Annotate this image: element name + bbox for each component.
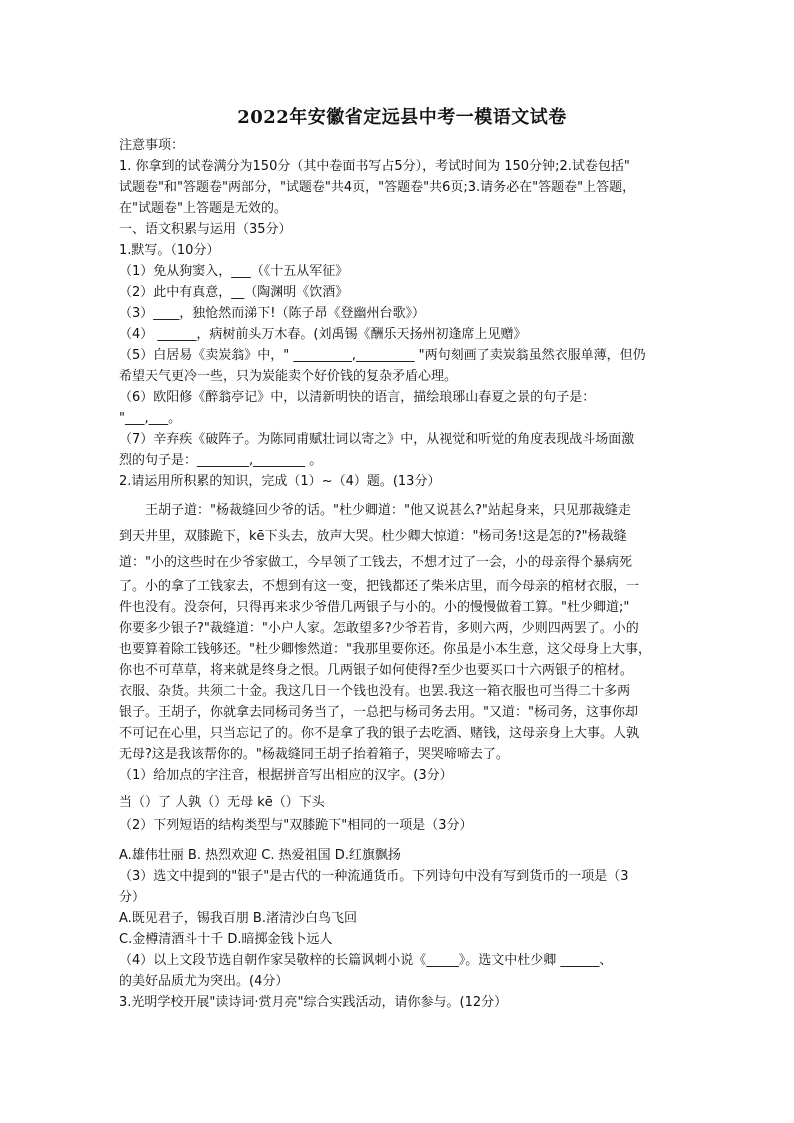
passage-line: （1）给加点的字注音，根据拼音写出相应的汉字。(3分）	[119, 768, 453, 783]
q1-item-5: （5）白居易《卖炭翁》中，" _________,_________ "两句刻画了卖炭翁虽然衣服单薄，但仍	[119, 348, 646, 363]
passage-line: 衣服、杂货。共须二十金。我这几日一个钱也没有。也罢.我这一箱衣服也可当得二十多两	[119, 684, 631, 699]
page-title: 2022年安徽省定远县中考一模语文试卷	[237, 107, 567, 128]
passage-line: 王胡子道："杨裁缝回少爷的话。"杜少卿道："他又说甚么?"站起身来，只见那裁缝走	[145, 503, 631, 518]
passage-line: 不可记在心里，只当忘记了的。你不是拿了我的银子去吃酒、赌钱，这母亲身上大事。人孰	[119, 726, 640, 741]
exam-page	[119, 103, 685, 1013]
notice-line-3: 在"试题卷"上答题是无效的。	[119, 201, 287, 216]
passage-line: 了。小的拿了工钱家去，不想到有这一变，把钱都还了柴米店里，而今母亲的棺材衣服，一	[119, 579, 640, 594]
q1-item-4: （4） ______，病树前头万木春。(刘禹锡《酬乐天扬州初逢席上见赠》	[119, 327, 527, 342]
q2-sub-3-options-ab: C.金樽清酒斗十千 D.暗掷金钱卜远人	[119, 932, 333, 947]
q1-item-7-cont: 烈的句子是：________,________ 。	[119, 453, 323, 468]
notice-heading: 注意事项：	[119, 138, 185, 153]
q2-sub-4-cont: 3.光明学校开展"读诗词·赏月亮"综合实践活动，请你参与。(12分）	[119, 995, 508, 1010]
q2-sub-2-options: （3）选文中提到的"银子"是古代的一种流通货币。下列诗句中没有写到货币的一项是（3	[119, 869, 629, 884]
q1-item-3: （3）____，独怆然而涕下!（陈子昂《登幽州台歌》）	[119, 306, 425, 321]
q1-item-2: （2）此中有真意，__（陶渊明《饮酒》	[119, 285, 349, 300]
question-1-heading: 1.默写。（10分）	[119, 243, 220, 258]
passage-line: 道："小的这些时在少爷家做工，今早领了工钱去，不想才过了一会，小的母亲得个暴病死	[119, 555, 632, 570]
q2-sub-3-options-cd: （4）以上文段节选自朝作家吴敬梓的长篇讽刺小说《_____》。选文中杜少卿 ______、	[119, 953, 613, 968]
q2-sub-4: 的美好品质尤为突出。(4分）	[119, 974, 289, 989]
passage-line: 到天井里，双膝跪下，kē下头去，放声大哭。杜少卿大惊道："杨司务!这是怎的?"杨裁缝	[119, 529, 627, 544]
passage-line: 件也没有。没奈何，只得再来求少爷借几两银子与小的。小的慢慢做着工算。"杜少卿道;"	[119, 600, 630, 615]
passage-line: 银子。王胡子，你就拿去同杨司务当了，一总把与杨司务去用。"又道："杨司务，这事你却	[119, 705, 638, 720]
notice-line-2: 试题卷"和"答题卷"两部分，"试题卷"共4页，"答题卷"共6页;3.请务必在"答题卷"上答题，	[119, 180, 636, 195]
passage-line: 你也不可草草，将来就是终身之恨。几两银子如何使得?至少也要买口十六两银子的棺材。	[119, 663, 633, 678]
q2-sub-1-blanks: （2）下列短语的结构类型与"双膝跪下"相同的一项是（3分）	[119, 818, 473, 833]
question-2-heading: 2.请运用所积累的知识，完成（1）~（4）题。(13分）	[119, 474, 441, 489]
q1-item-6-cont: "___,___。	[119, 411, 182, 426]
section-heading: 一、语文积累与运用（35分）	[119, 222, 292, 237]
q1-item-7: （7）辛弃疾《破阵子。为陈同甫赋壮词以寄之》中，从视觉和听觉的角度表现战斗场面激	[119, 432, 635, 447]
q2-sub-1: 当（）了 人孰（）无母 kē（）下头	[119, 795, 325, 810]
passage-line: 也要算着除工钱够还。"杜少卿惨然道："我那里要你还。你虽是小本生意，这父母身上大事，	[119, 642, 651, 657]
q1-item-6: （6）欧阳修《醉翁亭记》中，以清新明快的语言，描绘琅琊山春夏之景的句子是：	[119, 390, 596, 405]
q1-item-5-cont: 希望天气更冷一些，只为炭能卖个好价钱的复杂矛盾心理。	[119, 369, 458, 384]
notice-line-1: 1. 你拿到的试卷满分为150分（其中卷面书写占5分），考试时间为 150分钟;2.试卷包括"	[119, 159, 630, 174]
q2-sub-3-cont: A.既见君子，锡我百朋 B.渚清沙白鸟飞回	[119, 911, 357, 926]
passage-line: 你要多少银子?"裁缝道："小户人家。怎敢望多?少爷若肯，多则六两，少则四两罢了。小的	[119, 621, 639, 636]
q2-sub-3: 分）	[119, 890, 146, 905]
passage-line: 无母?这是我该帮你的。"杨裁缝同王胡子抬着箱子，哭哭啼啼去了。	[119, 747, 509, 762]
q1-item-1: （1）免从狗窦入，___（《十五从军征》	[119, 264, 349, 279]
q2-sub-2: A.雄伟壮丽 B. 热烈欢迎 C. 热爱祖国 D.红旗飘扬	[119, 848, 401, 863]
